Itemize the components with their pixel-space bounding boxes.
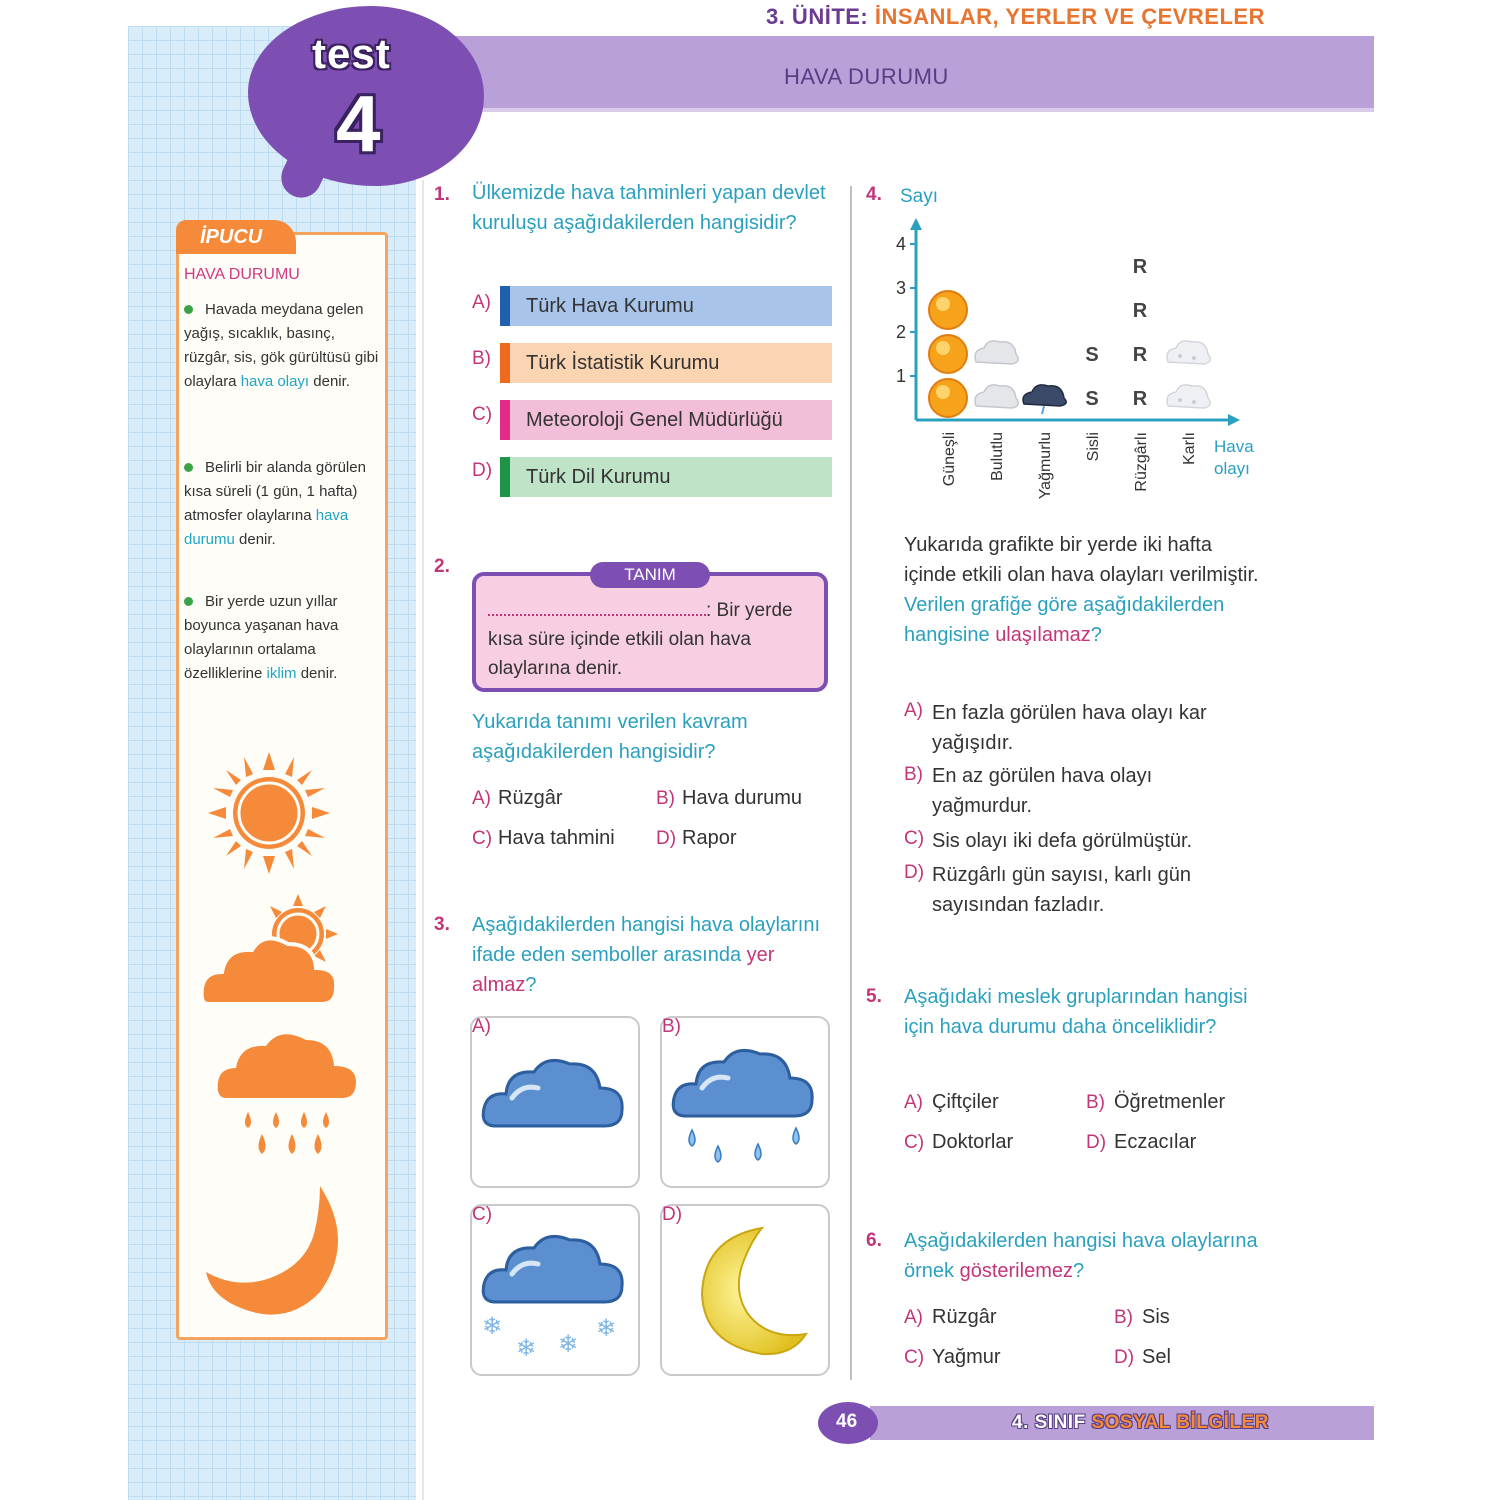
q6-number: 6. [866,1230,882,1251]
q6-option-b-letter: B) [1114,1307,1133,1328]
q4-option-d-letter: D) [904,862,925,883]
svg-text:❄: ❄ [558,1330,579,1358]
chart-y-tick-4: 4 [896,234,907,254]
q3-text: Aşağıdakilerden hangisi hava olaylarını ifade eden semboller arasında yer almaz? [472,914,820,996]
chart-mark-R [1133,344,1148,366]
unit-name: İNSANLAR, YERLER VE ÇEVRELER [874,4,1265,29]
unit-label: 3. ÜNİTE: [765,4,869,29]
cloud-icon [472,1018,638,1186]
bullet-icon [184,463,193,472]
q3-option-c-card[interactable] [470,1204,640,1376]
q4-option-c[interactable]: Sis olayı iki defa görülmüştür. [932,830,1193,852]
q6-option-d-letter: D) [1114,1347,1135,1368]
test-number: 4 [336,79,381,168]
q3-option-d-letter: D) [662,1204,683,1225]
q2-option-d-letter: D) [656,828,677,849]
q2-option-d[interactable]: Rapor [682,827,737,849]
topic-title: HAVA DURUMU [784,64,949,89]
snow-cloud-icon [472,1206,638,1374]
chart-y-arrow [910,218,922,230]
q3-option-a-letter: A) [472,1016,491,1037]
unit-title [766,4,1265,30]
q4-option-b[interactable]: En az görülen hava olayı yağmurdur. [932,765,1153,817]
chart-mark-sun [929,335,967,373]
q6-option-b[interactable]: Sis [1142,1306,1170,1328]
hint-tab-label: İPUCU [200,226,263,248]
q4-option-a[interactable]: En fazla görülen hava olayı kar yağışıdır. [932,702,1207,754]
chart-mark-R [1133,388,1148,410]
rain-cloud-icon [662,1018,828,1186]
chart-x-label-5: Karlı [1181,432,1198,465]
q5-option-c-letter: C) [904,1132,925,1153]
moon-icon [204,1180,354,1324]
q1-option-b[interactable]: Türk İstatistik Kurumu [500,343,832,383]
q1-text: Ülkemizde hava tahminleri yapan devlet kuruluşu aşağıdakilerden hangisidir? [472,182,826,234]
q3-option-c-letter: C) [472,1204,493,1225]
hint-paragraph-2: Belirli bir alanda görülen kısa süreli (1 gün, 1 hafta) atmosfer olaylarına hava durumu denir. [184,459,366,548]
q1-number: 1. [434,184,450,205]
q1-option-d[interactable]: Türk Dil Kurumu [500,457,832,497]
chart-xlabel: Hava olayı [1214,437,1254,478]
chart-y-tick-1: 1 [896,366,907,386]
chart-y-tick-2: 2 [896,322,907,342]
q6-option-a[interactable]: Rüzgâr [932,1306,997,1328]
q2-number: 2. [434,556,450,577]
q5-text: Aşağıdaki meslek gruplarından hangisi için hava durumu daha önceliklidir? [904,986,1248,1038]
q1-option-c[interactable]: Meteoroloji Genel Müdürlüğü [500,400,832,440]
svg-text:R: R [1132,344,1148,366]
q5-option-b-letter: B) [1086,1092,1105,1113]
q3-option-d-card[interactable] [660,1204,830,1376]
chart-y-ticks [896,234,916,386]
q5-option-a[interactable]: Çiftçiler [932,1091,999,1113]
q6-option-a-letter: A) [904,1307,923,1328]
left-divider [422,180,424,1500]
chart-x-label-2: Yağmurlu [1037,432,1054,500]
q6-option-d[interactable]: Sel [1142,1346,1171,1368]
chart-x-label-0: Güneşli [941,432,958,487]
moon-icon [662,1206,828,1374]
q3-option-a-card[interactable] [470,1016,640,1188]
chart-mark-S [1085,344,1098,366]
svg-text:S: S [1085,388,1099,410]
q5-option-b[interactable]: Öğretmenler [1114,1091,1226,1113]
svg-text:❄: ❄ [516,1334,537,1362]
q5-option-a-letter: A) [904,1092,923,1113]
q3-option-b-letter: B) [662,1016,681,1037]
chart-mark-S [1085,388,1098,410]
chart-ylabel: Sayı [900,186,939,207]
hint-paragraph-1: Havada meydana gelen yağış, sıcaklık, basınç, rüzgâr, sis, gök gürültüsü gibi olaylara hava olayı denir. [184,301,379,390]
svg-text:❄: ❄ [596,1314,617,1342]
q3-number: 3. [434,914,450,935]
chart-mark-cloud [975,341,1018,364]
q2-option-c-letter: C) [472,828,493,849]
q5-option-d[interactable]: Eczacılar [1114,1131,1197,1153]
chart-mark-rain [1023,385,1066,414]
q5-option-c[interactable]: Doktorlar [932,1131,1014,1153]
q2-text: Yukarıda tanımı verilen kavram aşağıdakilerden hangisidir? [472,711,748,763]
hint-heading: HAVA DURUMU [184,266,300,283]
page-number: 46 [836,1411,858,1432]
chart-mark-sun [929,379,967,417]
chart-mark-R [1133,300,1148,322]
chart-y-tick-3: 3 [896,278,907,298]
svg-text:R: R [1132,300,1148,322]
q5-option-d-letter: D) [1086,1132,1107,1153]
q4-option-d[interactable]: Rüzgârlı gün sayısı, karlı gün sayısından fazladır. [932,864,1192,916]
sun-icon [204,748,334,878]
svg-text:S: S [1085,344,1099,366]
chart-mark-snow [1167,385,1210,408]
definition-text: : Bir yerde kısa süre içinde etkili olan hava olaylarına denir. [488,600,793,679]
chart-marks [929,256,1210,417]
q2-option-b-letter: B) [656,788,675,809]
q4-option-b-letter: B) [904,764,923,785]
q5-number: 5. [866,986,882,1007]
q2-option-b[interactable]: Hava durumu [682,787,803,809]
q1-option-b-letter: B) [472,348,491,369]
q4-number: 4. [866,184,882,205]
column-separator [850,186,852,1380]
chart-mark-snow [1167,341,1210,364]
bullet-icon [184,305,193,314]
rain-cloud-icon [214,1020,364,1160]
definition-blank [488,600,706,616]
q6-option-c-letter: C) [904,1347,925,1368]
partly-cloudy-icon [198,888,354,1010]
svg-text:R: R [1132,388,1148,410]
q1-option-d-letter: D) [472,460,493,481]
q1-option-c-letter: C) [472,404,493,425]
chart-x-labels [941,432,1198,499]
test-label: test [312,30,391,77]
q3-option-b-card[interactable] [660,1016,830,1188]
chart-x-label-4: Rüzgârlı [1133,432,1150,492]
q6-option-c[interactable]: Yağmur [932,1346,1001,1368]
q2-option-a-letter: A) [472,788,491,809]
q4-option-c-letter: C) [904,828,925,849]
q2-option-a[interactable]: Rüzgâr [498,787,563,809]
chart-x-arrow [1228,414,1240,426]
q6-text: Aşağıdakilerden hangisi hava olaylarına örnek gösterilemez? [904,1230,1258,1282]
chart-mark-R [1133,256,1148,278]
footer-title: 4. SINIF SOSYAL BİLGİLER [1012,1412,1269,1433]
svg-text:R: R [1132,256,1148,278]
definition-tag: TANIM [590,562,710,588]
chart-x-label-3: Sisli [1085,432,1102,462]
q1-option-a[interactable]: Türk Hava Kurumu [500,286,832,326]
bullet-icon [184,597,193,606]
q1-option-a-letter: A) [472,292,491,313]
weather-pictograph [880,180,1280,520]
q4-text: Yukarıda grafikte bir yerde iki hafta içinde etkili olan hava olayları verilmiştir. Verilen grafiğe göre aşağıdakilerden hangisine ulaşılamaz? [904,534,1259,646]
svg-text:❄: ❄ [482,1312,503,1340]
chart-x-label-1: Bulutlu [989,432,1006,481]
hint-paragraph-3: Bir yerde uzun yıllar boyunca yaşanan hava olaylarının ortalama özelliklerine iklim denir. [184,593,339,682]
q4-option-a-letter: A) [904,700,923,721]
chart-mark-sun [929,291,967,329]
chart-mark-cloud [975,385,1018,408]
q2-option-c[interactable]: Hava tahmini [498,827,615,849]
